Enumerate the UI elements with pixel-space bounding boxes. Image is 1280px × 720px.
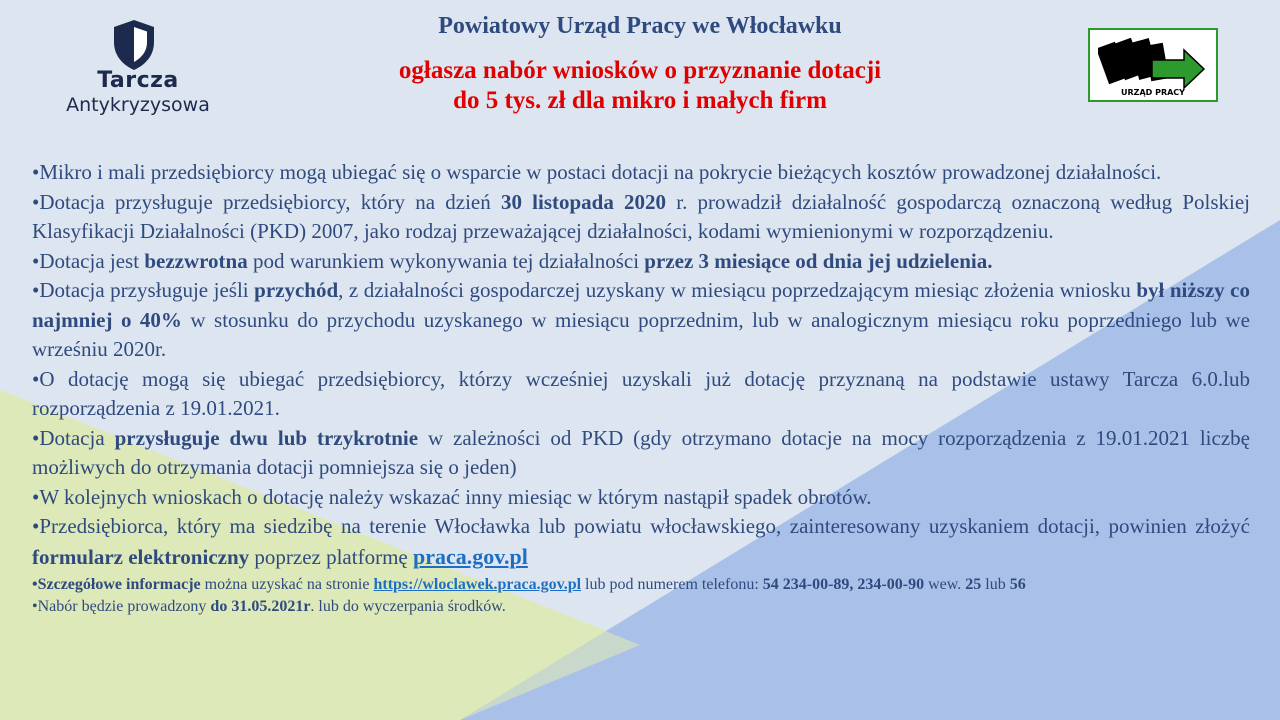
wloclawek-praca-link[interactable]: https://wloclawek.praca.gov.pl xyxy=(373,576,582,593)
text: •O dotację mogą się ubiegać przedsiębiorcy, którzy wcześniej uzyskali już dotację przyznaną na podstawie ustawy Tarcza 6.0.lub rozporządzenia z 19.01.2021. xyxy=(32,366,1250,420)
text: poprzez platformę xyxy=(249,544,413,569)
logo-subtitle: Antykryzysowa xyxy=(66,94,210,116)
bold-text: 30 listopada 2020 xyxy=(500,189,667,214)
text: •Dotacja przysługuje przedsiębiorcy, który na dzień xyxy=(32,189,501,214)
text: •Mikro i mali przedsiębiorcy mogą ubiegać się o wsparcie w postaci dotacji na pokrycie bieżących kosztów prowadzonej działalności. xyxy=(32,160,1162,184)
text: •Przedsiębiorca, który ma siedzibę na terenie Włocławka lub powiatu włocławskiego, zainteresowany uzyskaniem dotacji, powinien złożyć xyxy=(32,514,1250,538)
bold-text: był niższy co najmniej o 40% xyxy=(32,278,1250,332)
text: można uzyskać na stronie xyxy=(200,576,374,593)
text: pod warunkiem wykonywania tej działalności xyxy=(247,248,645,273)
page-title: Powiatowy Urząd Pracy we Włocławku xyxy=(438,13,842,39)
text: , z działalności gospodarczej uzyskany w miesiącu poprzedzającym miesiąc złożenia wniosku xyxy=(338,278,1137,302)
page-subtitle-line1: ogłasza nabór wniosków o przyznanie dotacji xyxy=(398,57,882,84)
bullet-7 xyxy=(32,483,1250,513)
urzad-pracy-logo xyxy=(1088,28,1218,102)
bold-text: do 31.05.2021r xyxy=(210,598,311,615)
bullet-6 xyxy=(32,424,1250,483)
shield-icon xyxy=(110,18,158,72)
extension: 56 xyxy=(1009,576,1026,593)
text: lub pod numerem telefonu: xyxy=(581,576,763,593)
bold-text: przez 3 miesiące od dnia jej udzielenia. xyxy=(644,248,993,273)
bullet-9 xyxy=(32,574,1250,596)
text: lub xyxy=(981,576,1010,593)
bold-text: przychód xyxy=(254,278,339,302)
text: w stosunku do przychodu uzyskanego w miesiącu poprzednim, lub w analogicznym miesiącu roku poprzedniego lub we wrześniu 2020r. xyxy=(32,307,1250,361)
text: •Dotacja jest xyxy=(32,248,145,273)
text: •Dotacja przysługuje jeśli xyxy=(32,278,255,302)
bold-text: formularz elektroniczny xyxy=(32,544,250,569)
urzad-pracy-label: URZĄD PRACY xyxy=(1121,88,1185,97)
text: w zależności od PKD (gdy otrzymano dotacje na mocy rozporządzenia z 19.01.2021 liczbę możliwych do otrzymania dotacji pomniejsza się o jeden) xyxy=(32,425,1250,479)
urzad-pracy-arrow-icon xyxy=(1098,34,1208,90)
bullet-1 xyxy=(32,158,1250,188)
bullet-2 xyxy=(32,188,1250,247)
bold-text: •Szczegółowe informacje xyxy=(32,576,201,593)
logo-title: Tarcza xyxy=(97,68,179,93)
tarcza-logo xyxy=(58,14,218,114)
text: . lub do wyczerpania środków. xyxy=(310,598,506,615)
bullet-5 xyxy=(32,365,1250,424)
phone-numbers: 54 234-00-89, 234-00-90 xyxy=(762,576,925,593)
text: •Nabór będzie prowadzony xyxy=(32,598,211,615)
bullet-3 xyxy=(32,247,1250,277)
bullet-10 xyxy=(32,596,1250,618)
content xyxy=(32,158,1250,618)
text: wew. xyxy=(924,576,966,593)
text: •Dotacja xyxy=(32,425,115,450)
extension: 25 xyxy=(965,576,982,593)
bullet-4 xyxy=(32,276,1250,365)
bold-text: przysługuje dwu lub trzykrotnie xyxy=(114,425,419,450)
text: •W kolejnych wnioskach o dotację należy wskazać inny miesiąc w którym nastąpił spadek obrotów. xyxy=(32,484,872,509)
bullet-8 xyxy=(32,512,1250,572)
header xyxy=(250,8,1030,116)
text: r. prowadził działalność gospodarczą oznaczoną według Polskiej Klasyfikacji Działalności (PKD) 2007, jako rodzaj przeważającej działalności, kodami wymienionymi w rozporządzeniu. xyxy=(32,189,1251,243)
bold-text: bezzwrotna xyxy=(144,248,248,273)
page-subtitle-line2: do 5 tys. zł dla mikro i małych firm xyxy=(453,87,827,114)
praca-gov-link[interactable]: praca.gov.pl xyxy=(412,543,528,569)
